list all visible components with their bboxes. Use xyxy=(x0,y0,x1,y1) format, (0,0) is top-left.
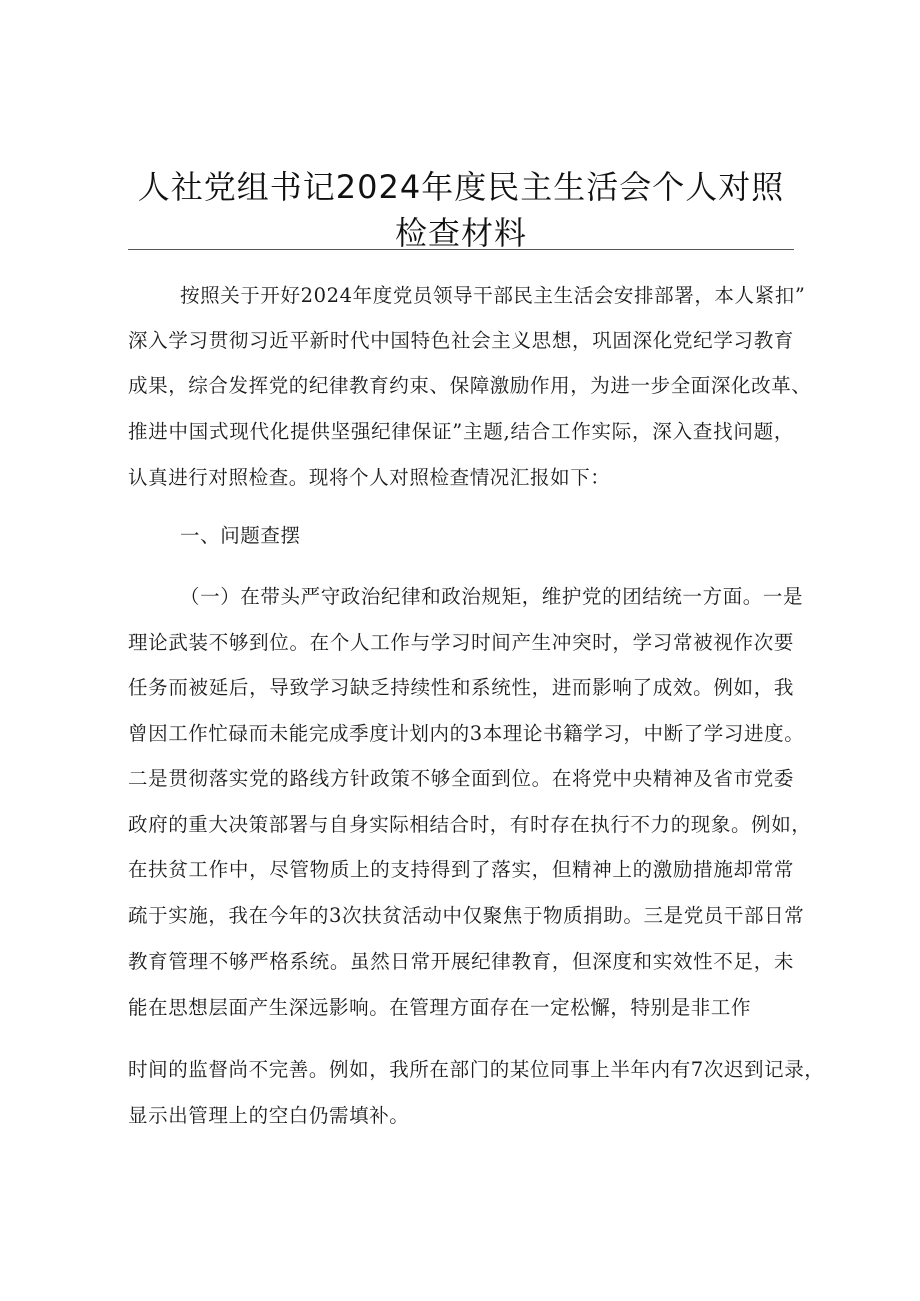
section-heading: 一、问题查摆 xyxy=(180,524,301,547)
body-line: 教育管理不够严格系统。虽然日常开展纪律教育，但深度和实效性不足，未 xyxy=(128,950,794,973)
intro-line: 认真进行对照检查。现将个人对照检查情况汇报如下： xyxy=(128,466,611,489)
intro-line: 推进中国式现代化提供坚强纪律保证”主题,结合工作实际，深入查找问题， xyxy=(128,420,794,443)
intro-line: 按照关于开好2024年度党员领导干部民主生活会安排部署，本人紧扣” xyxy=(180,284,806,307)
body-line: 二是贯彻落实党的路线方针政策不够全面到位。在将党中央精神及省市党委 xyxy=(128,767,794,790)
intro-line: 成果，综合发挥党的纪律教育约束、保障激励作用，为进一步全面深化改革、 xyxy=(128,374,812,397)
body-line: 疏于实施，我在今年的3次扶贫活动中仅聚焦于物质捐助。三是党员干部日常 xyxy=(128,904,805,927)
intro-line: 深入学习贯彻习近平新时代中国特色社会主义思想，巩固深化党纪学习教育 xyxy=(128,329,794,352)
body-line: 政府的重大决策部署与自身实际相结合时，有时存在执行不力的现象。例如， xyxy=(128,813,812,836)
body-line: 理论武装不够到位。在个人工作与学习时间产生冲突时，学习常被视作次要 xyxy=(128,631,794,654)
title-underline xyxy=(128,249,794,250)
body-line: （一）在带头严守政治纪律和政治规矩，维护党的团结统一方面。一是 xyxy=(180,585,804,608)
body-line: 曾因工作忙碌而未能完成季度计划内的3本理论书籍学习，中断了学习进度。 xyxy=(128,722,805,745)
body-line: 时间的监督尚不完善。例如，我所在部门的某位同事上半年内有7次迟到记录， xyxy=(128,1058,825,1081)
document-title-line-1: 人社党组书记2024年度民主生活会个人对照 xyxy=(137,168,785,206)
body-line: 在扶贫工作中，尽管物质上的支持得到了落实，但精神上的激励措施却常常 xyxy=(128,858,794,881)
body-line: 能在思想层面产生深远影响。在管理方面存在一定松懈，特别是非工作 xyxy=(128,996,752,1019)
body-line: 任务而被延后，导致学习缺乏持续性和系统性，进而影响了成效。例如，我 xyxy=(128,676,794,699)
body-line: 显示出管理上的空白仍需填补。 xyxy=(128,1104,410,1127)
document-title-line-2: 检查材料 xyxy=(394,214,527,252)
